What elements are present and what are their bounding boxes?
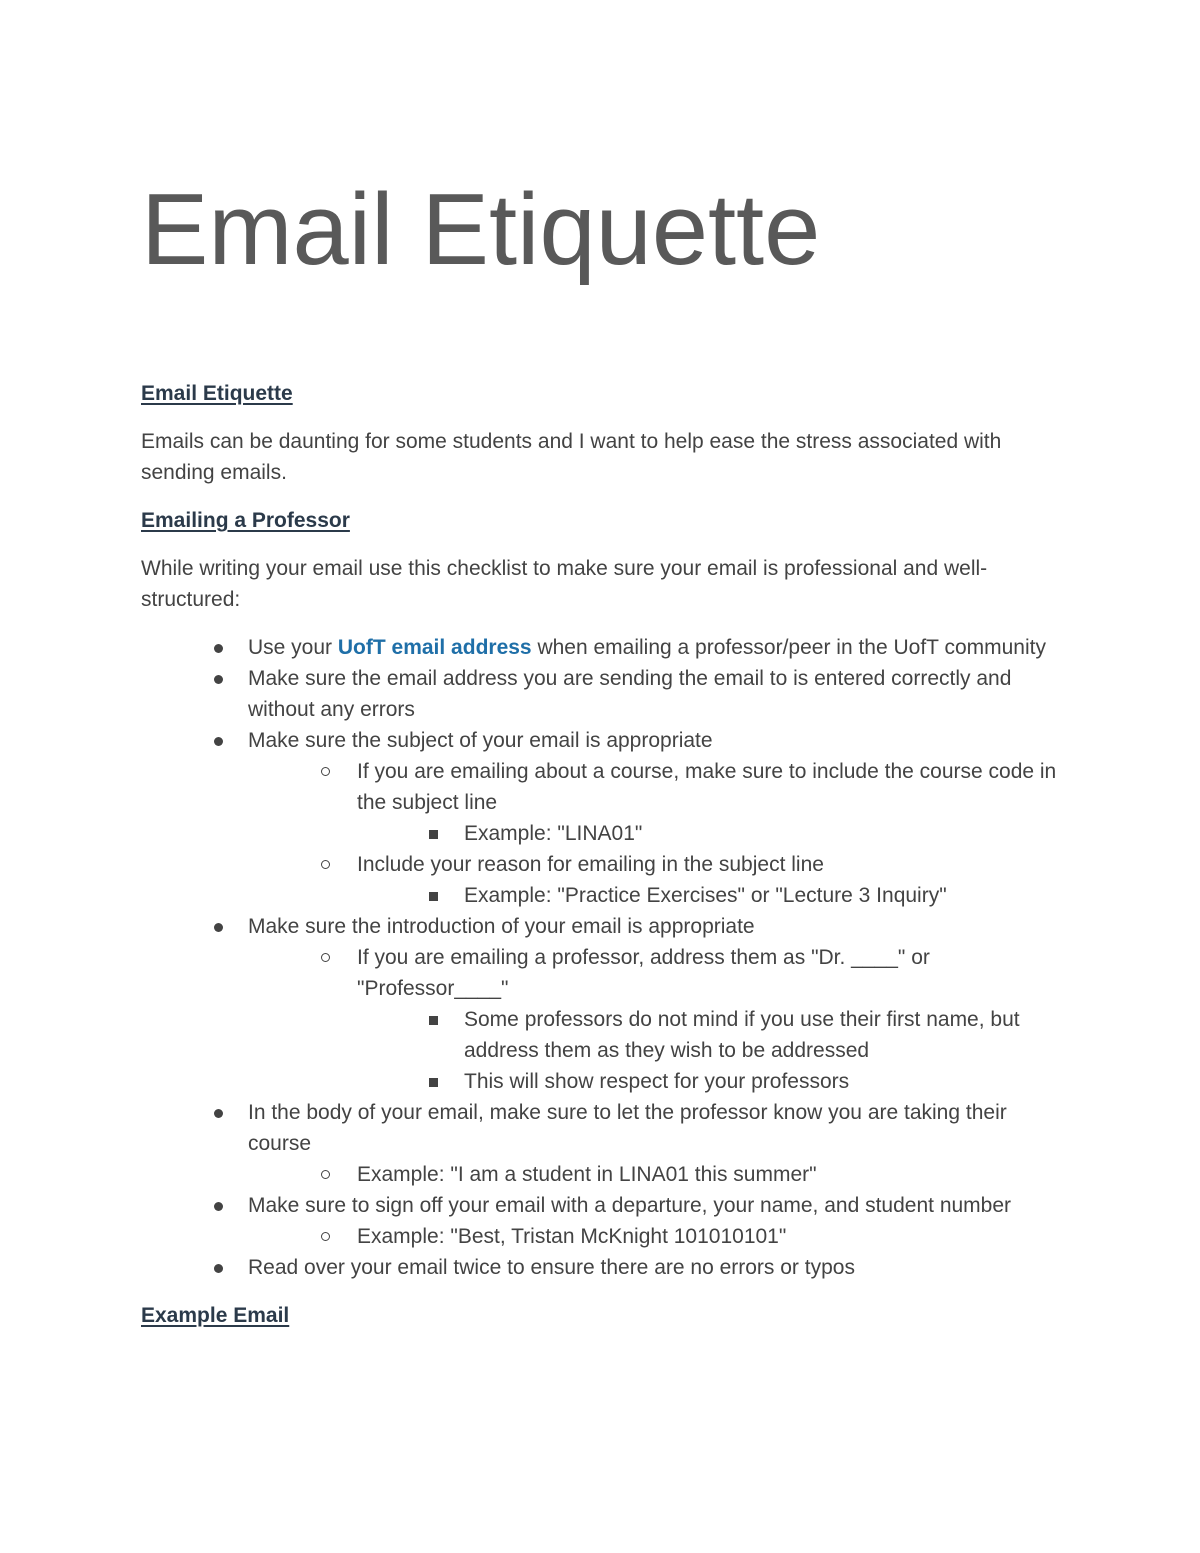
list-item-text: Read over your email twice to ensure there are no errors or typos <box>248 1256 855 1279</box>
sub-list-item-text: Example: "I am a student in LINA01 this summer" <box>357 1163 817 1186</box>
sub-sub-list <box>248 818 1071 849</box>
sub-list <box>141 1159 1071 1190</box>
intro-paragraph: Emails can be daunting for some students and I want to help ease the stress associated with sending emails. <box>141 430 1002 484</box>
list-item <box>141 1097 1071 1190</box>
list-item-text: Make sure the email address you are sending the email to is entered correctly and without any errors <box>248 667 1012 721</box>
section-heading-emailing-professor: Emailing a Professor <box>141 509 350 532</box>
sub-sub-list-item-text: Some professors do not mind if you use their first name, but address them as they wish to be addressed <box>464 1008 1020 1062</box>
sub-list-item-text: If you are emailing a professor, address them as "Dr. ____" or "Professor____" <box>357 946 930 1000</box>
sub-list-item-text: Include your reason for emailing in the subject line <box>357 853 824 876</box>
sub-sub-list <box>248 1004 1071 1097</box>
sub-sub-list-item <box>357 818 1071 849</box>
list-item-text: Make sure the subject of your email is appropriate <box>248 729 713 752</box>
bullet-circle-icon <box>321 1170 330 1179</box>
bullet-disc-icon <box>214 644 223 653</box>
bullet-square-icon <box>429 892 438 901</box>
bullet-disc-icon <box>214 1264 223 1273</box>
section-heading-email-etiquette: Email Etiquette <box>141 382 293 405</box>
sub-list <box>141 1221 1071 1252</box>
list-item <box>141 632 1071 663</box>
section-heading-example-email: Example Email <box>141 1304 290 1327</box>
sub-sub-list-item <box>357 1004 1071 1066</box>
list-item <box>141 663 1071 725</box>
bullet-disc-icon <box>214 675 223 684</box>
list-item-text: when emailing a professor/peer in the UofT community <box>531 636 1046 659</box>
sub-list <box>141 942 1071 1097</box>
bullet-square-icon <box>429 830 438 839</box>
list-item-text: Make sure to sign off your email with a departure, your name, and student number <box>248 1194 1012 1217</box>
bullet-disc-icon <box>214 923 223 932</box>
sub-list-item <box>248 756 1071 849</box>
list-item-text: Make sure the introduction of your email is appropriate <box>248 915 755 938</box>
sub-sub-list-item <box>357 1066 1071 1097</box>
bullet-square-icon <box>429 1078 438 1087</box>
sub-sub-list-item-text: Example: "LINA01" <box>464 822 643 845</box>
bullet-circle-icon <box>321 953 330 962</box>
sub-list-item-text: Example: "Best, Tristan McKnight 101010101" <box>357 1225 787 1248</box>
bullet-disc-icon <box>214 1202 223 1211</box>
checklist <box>141 632 1071 1283</box>
bullet-disc-icon <box>214 1109 223 1118</box>
sub-list-item <box>248 942 1071 1097</box>
sub-sub-list <box>248 880 1071 911</box>
sub-sub-list-item-text: This will show respect for your professors <box>464 1070 850 1093</box>
list-item-text: Use your <box>248 636 338 659</box>
bullet-circle-icon <box>321 860 330 869</box>
list-item <box>141 1190 1071 1252</box>
checklist-intro-paragraph: While writing your email use this checklist to make sure your email is professional and well-structured: <box>141 557 988 611</box>
sub-list <box>141 756 1071 911</box>
list-item <box>141 725 1071 911</box>
document-title: Email Etiquette <box>141 174 821 286</box>
sub-list-item <box>248 1221 1071 1252</box>
list-item <box>141 911 1071 1097</box>
sub-sub-list-item-text: Example: "Practice Exercises" or "Lecture 3 Inquiry" <box>464 884 947 907</box>
document-body <box>141 378 1071 1331</box>
sub-list-item <box>248 849 1071 911</box>
uoft-email-link[interactable]: UofT email address <box>337 636 532 659</box>
list-item <box>141 1252 1071 1283</box>
bullet-circle-icon <box>321 767 330 776</box>
bullet-circle-icon <box>321 1232 330 1241</box>
sub-list-item <box>248 1159 1071 1190</box>
sub-sub-list-item <box>357 880 1071 911</box>
sub-list-item-text: If you are emailing about a course, make sure to include the course code in the subject line <box>357 760 1057 814</box>
bullet-disc-icon <box>214 737 223 746</box>
bullet-square-icon <box>429 1016 438 1025</box>
list-item-text: In the body of your email, make sure to let the professor know you are taking their course <box>248 1101 1007 1155</box>
